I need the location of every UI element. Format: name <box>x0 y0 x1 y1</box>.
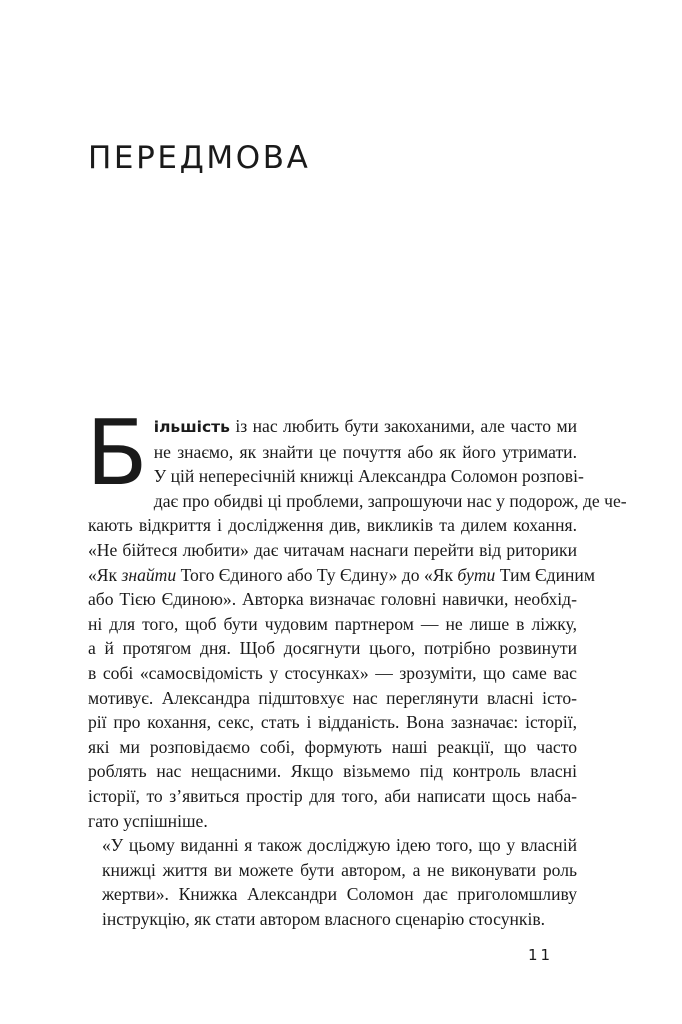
text-line <box>88 563 595 588</box>
chapter-title: ПЕРЕДМОВА <box>88 140 311 176</box>
paragraph-2 <box>88 833 577 931</box>
text-line: кають відкриття і дослідження див, викликів та дилем кохання. <box>88 515 577 536</box>
text-line: жертви». Книжка Александри Соломон дає приголомшливу <box>102 884 577 905</box>
text-line: в собі «самосвідомість у стосунках» — зрозуміти, що саме вас <box>88 662 577 683</box>
text-line: «Не бійтеся любити» дає читачам наснаги перейти від риторики <box>88 539 577 560</box>
italic-word: знайти <box>121 564 177 585</box>
text-line: історії, то з’явиться простір для того, аби написати щось наба- <box>88 785 577 806</box>
text-line: а й протягом дня. Щоб досягнути цього, потрібно розвинути <box>88 638 577 659</box>
body-text <box>86 401 627 931</box>
text-line: або Тією Єдиною». Авторка визначає головні навички, необхід- <box>88 589 577 610</box>
text-segment: Тим Єдиним <box>495 564 595 585</box>
text-line: ні для того, щоб бути чудовим партнером — не лише в ліжку, <box>88 613 577 634</box>
drop-cap: Б <box>86 401 148 506</box>
text-line: книжці життя ви можете бути автором, а не виконувати роль <box>102 859 577 880</box>
text-line: мотивує. Александра підштовхує нас переглянути власні істо- <box>88 687 577 708</box>
text-segment: із нас любить бути закоханими, але часто ми <box>229 416 577 436</box>
text-line: гато успішніше. <box>88 810 208 831</box>
text-segment: Того Єдиного або Ту Єдину» до «Як <box>176 564 458 585</box>
text-line <box>88 414 577 440</box>
text-line: У цій непересічній книжці Александра Соломон розпові- <box>153 466 584 487</box>
italic-word: бути <box>457 564 496 585</box>
text-line: не знаємо, як знайти це почуття або як його утримати. <box>153 441 577 462</box>
text-line: роблять нас нещасними. Якщо візьмемо під контроль власні <box>88 761 577 782</box>
text-line: дає про обидві ці проблеми, запрошуючи нас у подорож, де че- <box>153 490 627 511</box>
text-line: які ми розповідаємо собі, формують наші реакції, що часто <box>88 736 577 757</box>
text-segment: «Як <box>88 564 122 585</box>
paragraph-1 <box>86 401 627 833</box>
page-number: 11 <box>528 946 554 964</box>
lead-word: ільшість <box>153 418 230 436</box>
text-line: інструкцію, як стати автором власного сценарію стосунків. <box>102 908 546 929</box>
text-line: рії про кохання, секс, стать і відданість. Вона зазначає: історії, <box>88 712 577 733</box>
text-line: «У цьому виданні я також досліджую ідею того, що у власній <box>102 835 577 856</box>
